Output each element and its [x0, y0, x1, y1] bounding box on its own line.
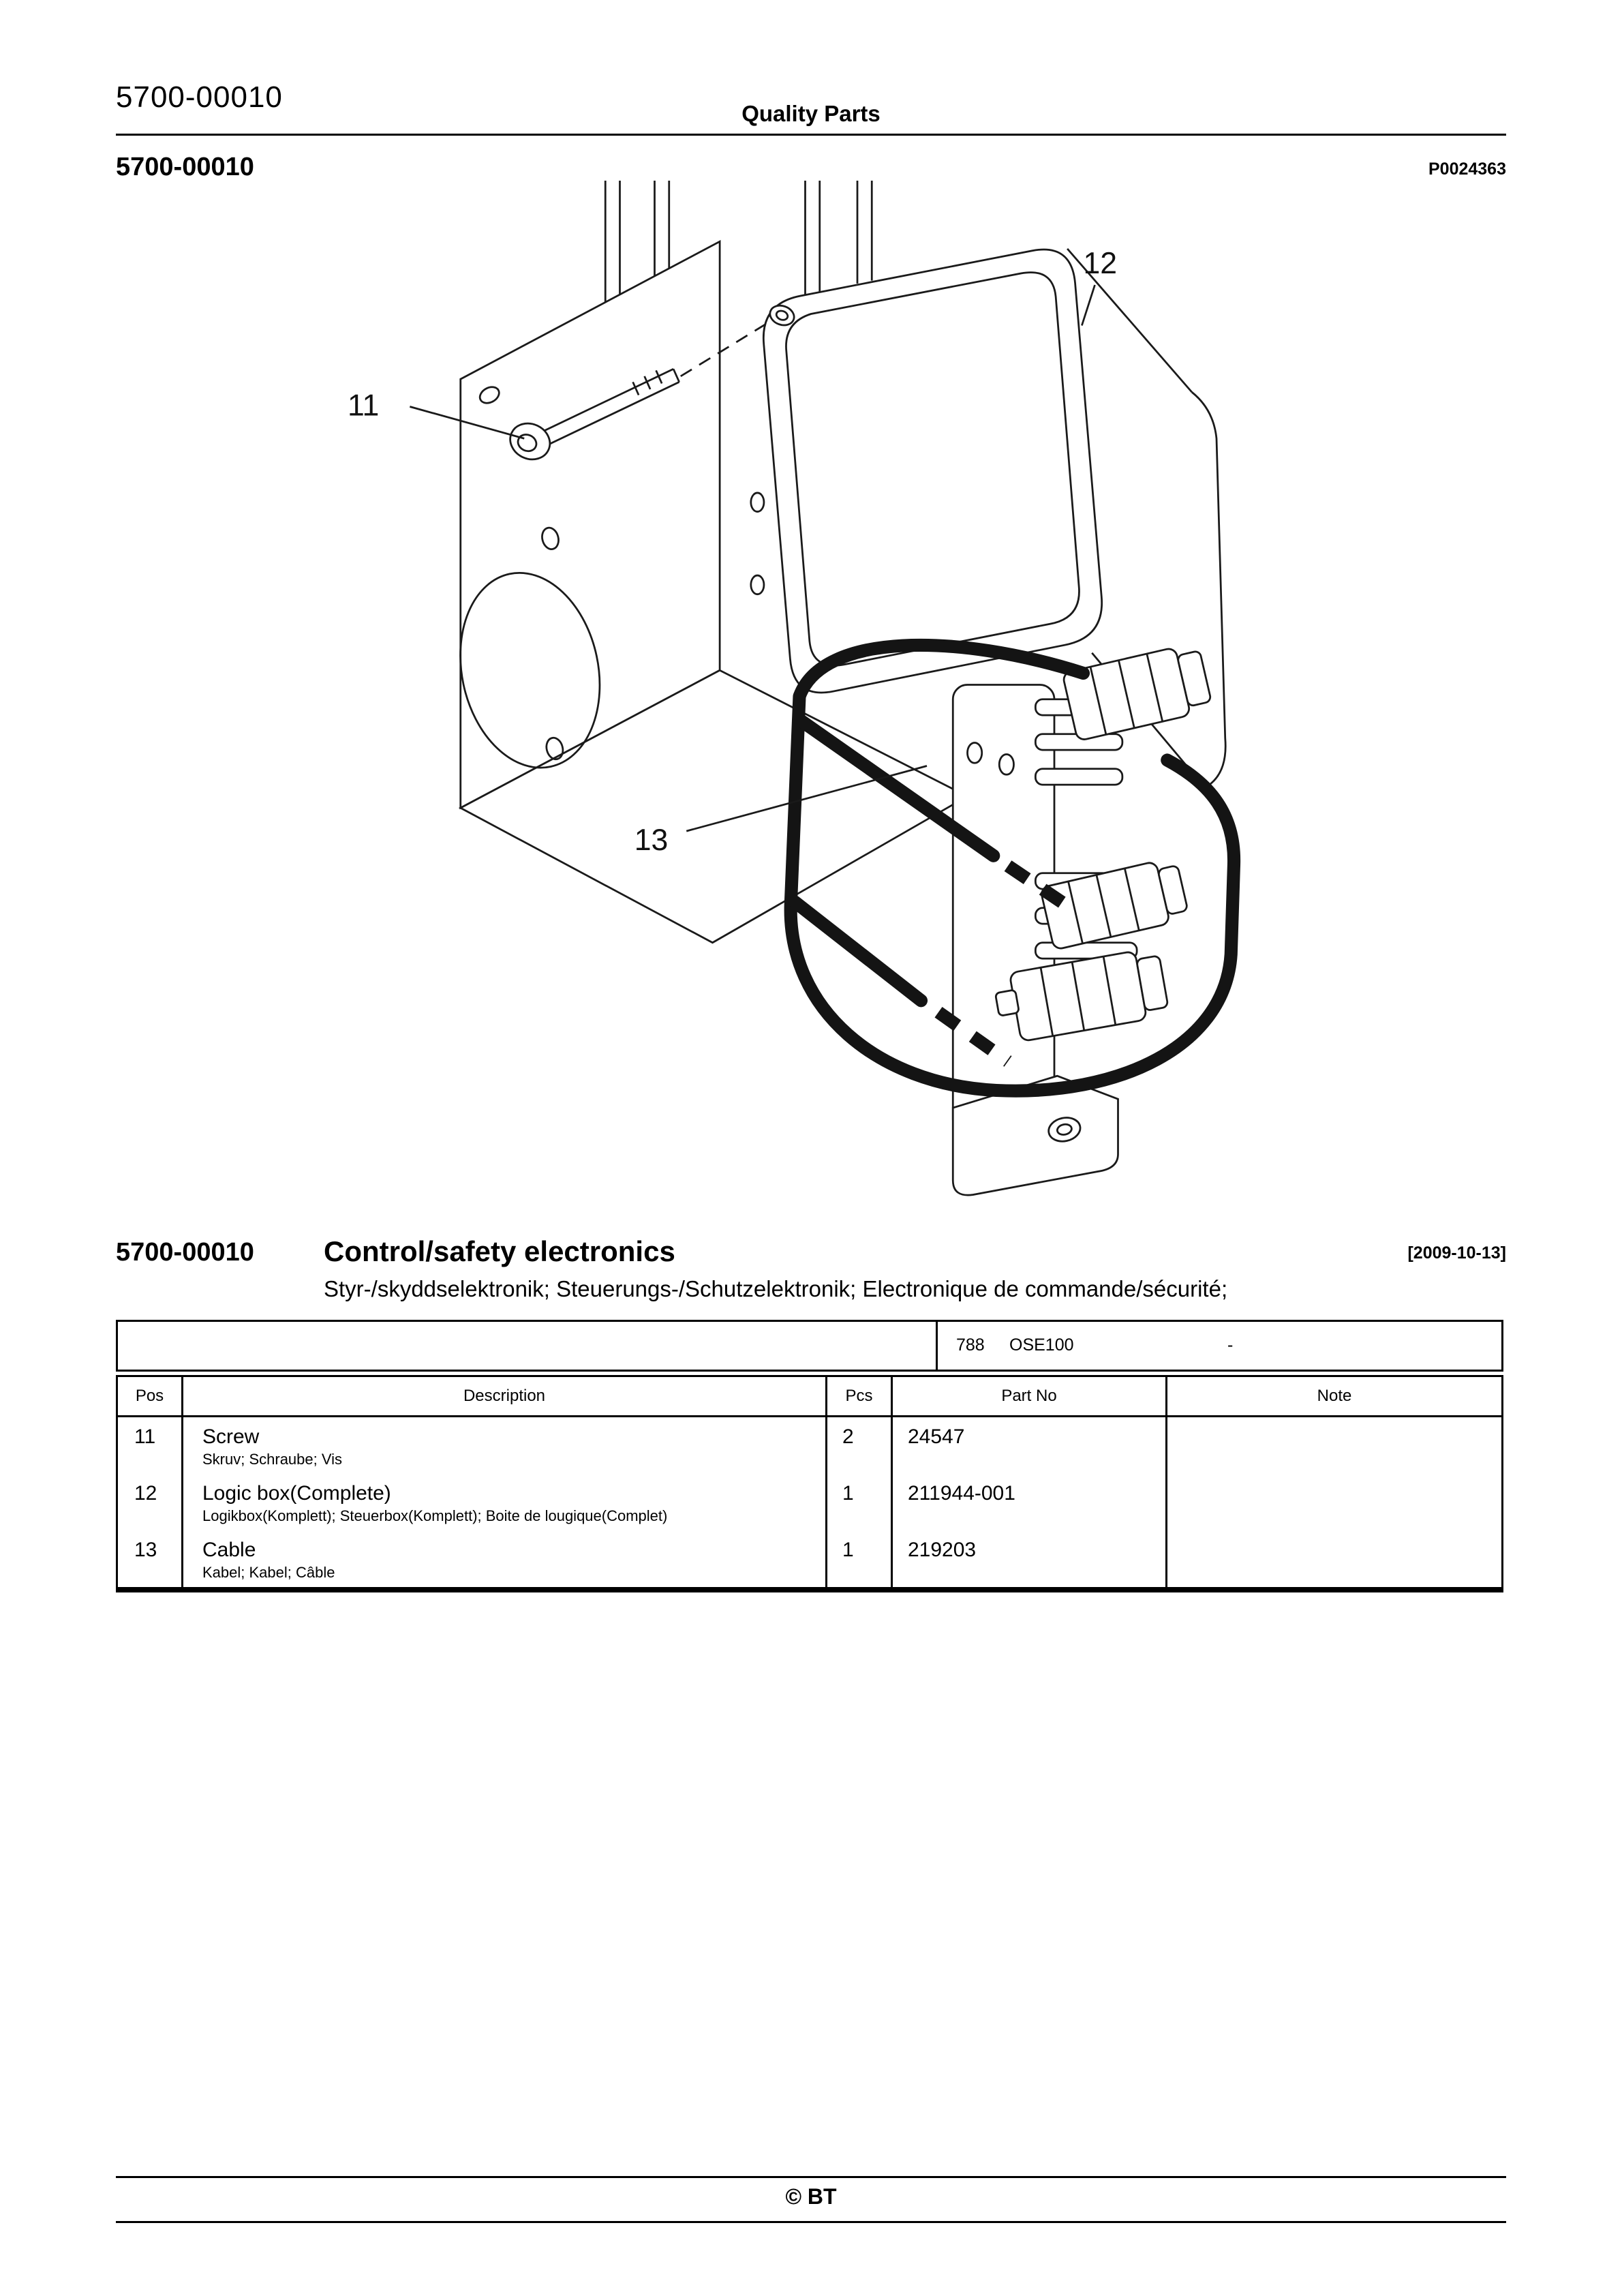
- table-row: [118, 1417, 1501, 1474]
- row-part-no: 24547: [893, 1417, 1167, 1474]
- model-dash: -: [1227, 1335, 1234, 1355]
- callout-11-label: 11: [348, 389, 380, 423]
- row-description: [183, 1417, 827, 1474]
- description-translations: Skruv; Schraube; Vis: [202, 1451, 343, 1468]
- parts-table-grid: [116, 1375, 1503, 1592]
- figure-doc-number: 5700-00010: [116, 153, 254, 181]
- footer-rule-top: [116, 2176, 1506, 2178]
- section-number: 5700-00010: [116, 1238, 254, 1267]
- row-pos: 12: [118, 1474, 183, 1530]
- row-note: [1167, 1530, 1501, 1587]
- row-description: [183, 1474, 827, 1530]
- parts-table: [116, 1320, 1503, 1592]
- figure-reference: P0024363: [1428, 160, 1506, 179]
- col-header-description: Description: [183, 1377, 827, 1417]
- header-title: Quality Parts: [741, 101, 881, 126]
- description-main: Logic box(Complete): [202, 1482, 391, 1505]
- footer-copyright: © BT: [785, 2184, 837, 2209]
- model-band: [116, 1320, 1503, 1372]
- section-title: Control/safety electronics: [324, 1235, 675, 1267]
- connector-bracket: [953, 685, 1137, 1196]
- model-band-divider: [936, 1322, 938, 1370]
- col-header-pcs: Pcs: [827, 1377, 893, 1417]
- exploded-diagram: [0, 181, 1622, 1282]
- description-translations: Kabel; Kabel; Câble: [202, 1564, 335, 1581]
- col-header-pos: Pos: [118, 1377, 183, 1417]
- row-note: [1167, 1417, 1501, 1474]
- callout-12-label: 12: [1083, 247, 1118, 280]
- header-rule: [116, 134, 1506, 136]
- row-part-no: 219203: [893, 1530, 1167, 1587]
- description-main: Screw: [202, 1425, 260, 1448]
- description-main: Cable: [202, 1539, 256, 1561]
- model-code: 788: [956, 1335, 985, 1355]
- callout-12-leader: [1082, 285, 1095, 326]
- model-name: OSE100: [1009, 1335, 1074, 1355]
- row-description: [183, 1530, 827, 1587]
- footer-rule-bottom: [116, 2221, 1506, 2223]
- section-date: [2009-10-13]: [1407, 1243, 1506, 1263]
- row-pcs: 1: [827, 1474, 893, 1530]
- col-header-note: Note: [1167, 1377, 1501, 1417]
- row-part-no: 211944-001: [893, 1474, 1167, 1530]
- table-header-row: [118, 1377, 1501, 1417]
- callout-13-label: 13: [634, 823, 669, 857]
- row-pcs: 1: [827, 1530, 893, 1587]
- table-row: [118, 1530, 1501, 1587]
- table-row: [118, 1474, 1501, 1530]
- header-doc-number: 5700-00010: [116, 80, 283, 114]
- section-subtitle: Styr-/skyddselektronik; Steuerungs-/Schutzelektronik; Electronique de commande/sécurité;: [324, 1276, 1228, 1301]
- col-header-partno: Part No: [893, 1377, 1167, 1417]
- row-note: [1167, 1474, 1501, 1530]
- row-pos: 13: [118, 1530, 183, 1587]
- row-pos: 11: [118, 1417, 183, 1474]
- row-pcs: 2: [827, 1417, 893, 1474]
- description-translations: Logikbox(Komplett); Steuerbox(Komplett); Boite de lougique(Complet): [202, 1507, 668, 1524]
